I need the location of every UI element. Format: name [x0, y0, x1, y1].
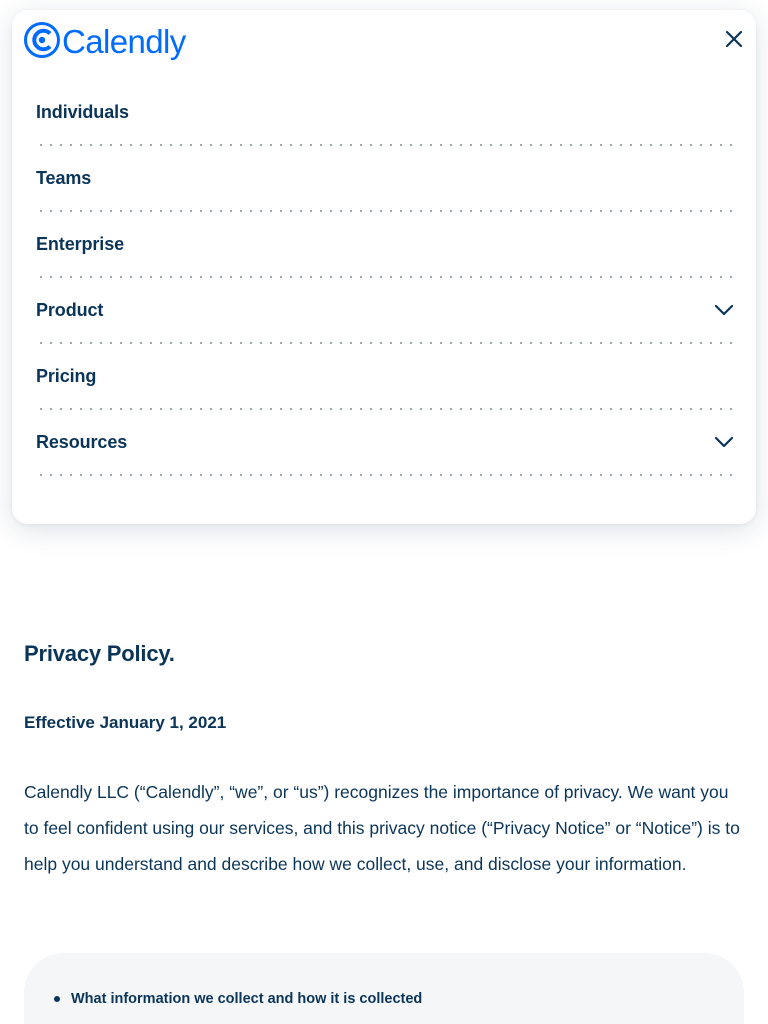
table-of-contents — [24, 953, 744, 1024]
chevron-down-icon — [714, 436, 734, 448]
brand-name: Calendly — [62, 23, 186, 60]
effective-date: Effective January 1, 2021 — [24, 713, 227, 732]
close-icon — [725, 30, 743, 48]
nav-menu-list — [36, 80, 734, 476]
nav-item-resources[interactable] — [36, 410, 734, 476]
nav-item-label: Product — [36, 299, 104, 320]
toc-item-label: What information we collect and how it is collected — [71, 991, 423, 1007]
calendly-logo-icon — [24, 21, 60, 59]
page-title: Privacy Policy. — [24, 641, 175, 666]
close-menu-button[interactable] — [722, 27, 746, 51]
nav-item-teams[interactable] — [36, 146, 734, 212]
intro-paragraph: Calendly LLC (“Calendly”, “we”, or “us”) recognizes the importance of privacy. We want you to feel confident using our services, and this privacy notice (“Privacy Notice” or “Notice”) is to help you understand and describe how we collect, use, and disclose your information. — [24, 782, 740, 874]
nav-item-label: Enterprise — [36, 233, 125, 254]
chevron-down-icon — [714, 304, 734, 316]
toc-list — [54, 991, 422, 1007]
nav-item-enterprise[interactable] — [36, 212, 734, 278]
nav-item-product[interactable] — [36, 278, 734, 344]
nav-item-label: Individuals — [36, 101, 129, 122]
toc-item[interactable] — [54, 991, 422, 1007]
nav-item-individuals[interactable] — [36, 80, 734, 146]
calendly-logo[interactable] — [24, 20, 186, 60]
nav-item-label: Resources — [36, 431, 128, 452]
mobile-nav-menu — [12, 10, 756, 524]
nav-item-label: Pricing — [36, 365, 97, 386]
bullet-icon — [54, 996, 60, 1002]
nav-item-label: Teams — [36, 167, 92, 188]
nav-item-pricing[interactable] — [36, 344, 734, 410]
